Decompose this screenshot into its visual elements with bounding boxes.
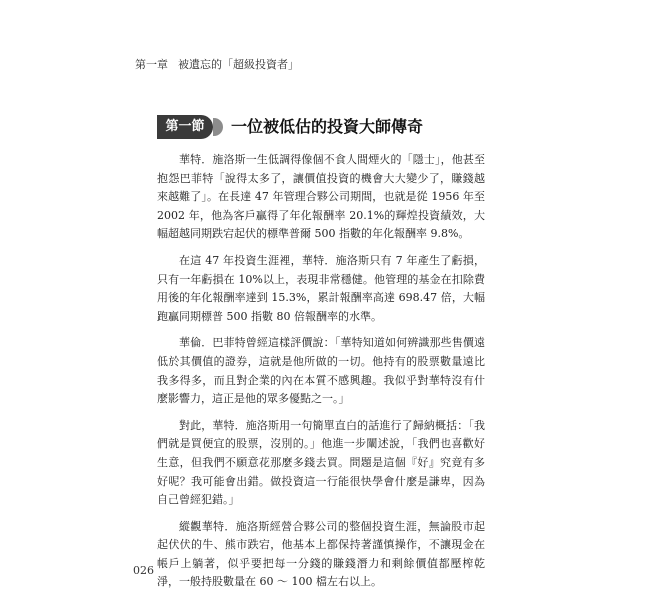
paragraph-4: 對此，華特．施洛斯用一句簡單直白的話進行了歸納概括：「我們就是買便宜的股票，沒別的。」他進一步闡述說，「我們也喜歡好生意，但我們不願意花那麼多錢去買。問題是這個『好』究竟有多好呢？我可能會出錯。做投資這一行能很快學會什麼是謙卑，因為自己曾經犯錯。」 <box>157 418 485 507</box>
running-header <box>135 56 309 72</box>
paragraph-5: 縱觀華特．施洛斯經營合夥公司的整個投資生涯，無論股市起起伏伏的牛、熊市跌宕，他基本上都保持著謹慎操作，不讓現金在帳戶上躺著，似乎要把每一分錢的賺錢潛力和剩餘價值都壓榨乾淨，一般持股數量在 60 ～ 100 檔左右以上。 <box>157 519 485 589</box>
page-number: 026 <box>133 564 154 577</box>
section-badge: 第一節 <box>157 115 213 139</box>
chapter-label: 第一章 <box>135 58 168 71</box>
paragraph-3: 華倫．巴菲特曾經這樣評價說：「華特知道如何辨識那些售價遠低於其價值的證券，這就是他所做的一切。他持有的股票數量遠比我多得多，而且對企業的內在本質不感興趣。我似乎對華特沒有什麼影響力，這正是他的眾多優點之一。」 <box>157 336 485 406</box>
paragraph-1: 華特．施洛斯一生低調得像個不食人間煙火的「隱士」，他甚至抱怨巴菲特「說得太多了，讓價值投資的機會大大變少了，賺錢越來越難了」。在長達 47 年管理合夥公司期間，也就是從 1956 年至 2002 年，他為客戶贏得了年化報酬率 20.1%的輝煌投資績效，大幅超越同期跌宕起伏的標準普爾 500 指數的年化報酬率 9.8%。 <box>157 153 485 241</box>
section-title: 一位被低估的投資大師傳奇 <box>231 117 424 136</box>
chapter-title: 被遺忘的「超級投資者」 <box>178 58 299 71</box>
body-text <box>157 151 485 592</box>
section-heading <box>157 115 517 139</box>
section-badge-accent <box>213 118 223 136</box>
paragraph-2: 在這 47 年投資生涯裡，華特．施洛斯只有 7 年產生了虧損，只有一年虧損在 10%以上，表現非常穩健。他管理的基金在扣除費用後的年化報酬率達到 15.3%，累計報酬率高達 698.47 倍，大幅跑贏同期標普 500 指數 80 倍報酬率的水準。 <box>157 253 485 323</box>
